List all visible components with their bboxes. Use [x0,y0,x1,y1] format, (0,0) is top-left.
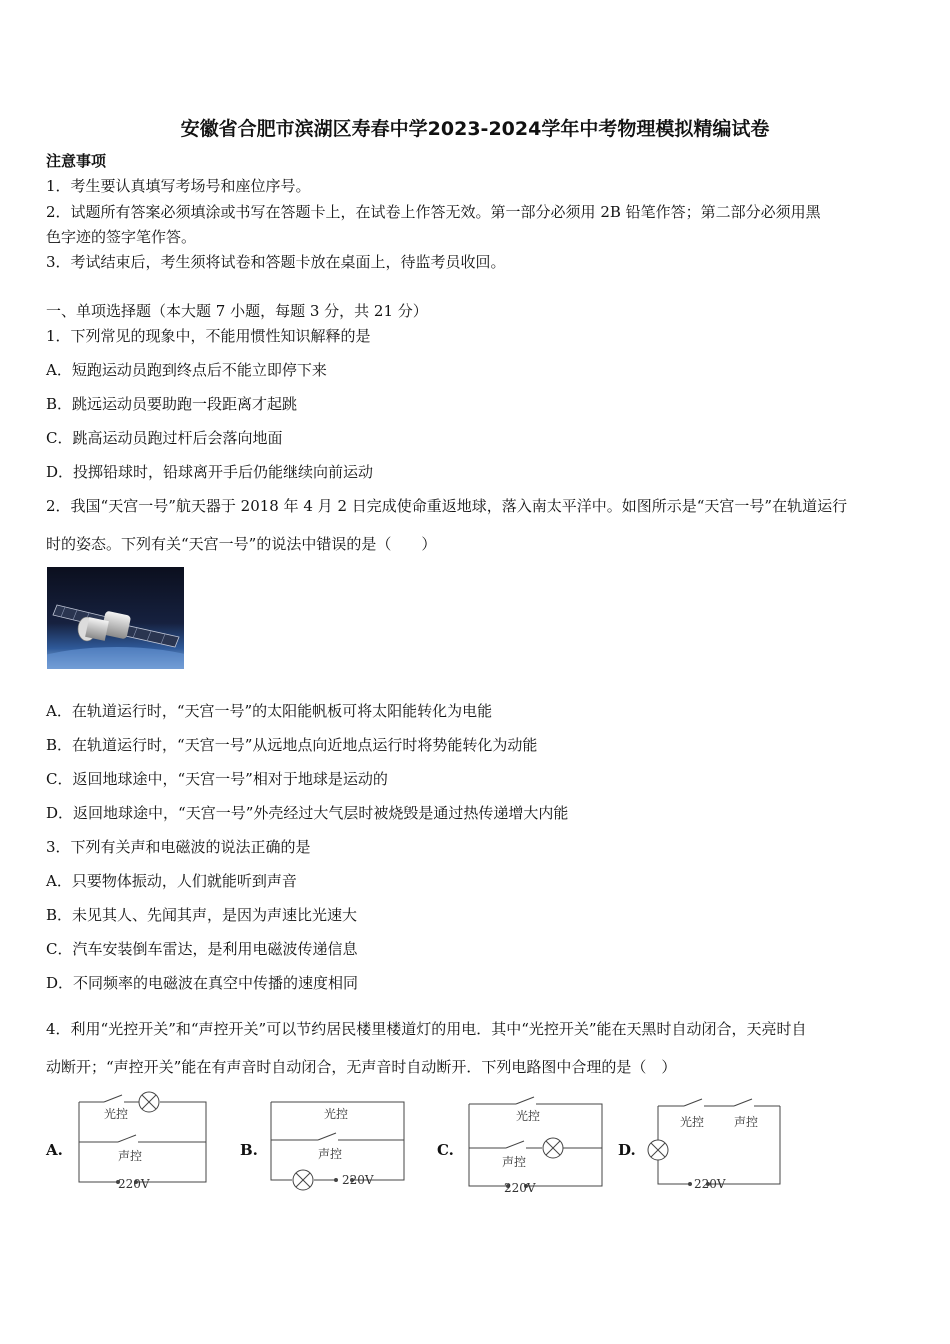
notice-item: 3．考试结束后，考生须将试卷和答题卡放在桌面上，待监考员收回。 [46,253,506,271]
question-stem: 3．下列有关声和电磁波的说法正确的是 [46,838,311,856]
option-text: A．在轨道运行时，“天宫一号”的太阳能帆板可将太阳能转化为电能 [46,702,493,720]
circuit-diagram-a [76,1090,211,1194]
sound-switch-label: 声控 [118,1149,143,1163]
option-text: C．跳高运动员跑过杆后会落向地面 [46,429,283,447]
option-text: D．不同频率的电磁波在真空中传播的速度相同 [46,974,359,992]
light-switch-label: 光控 [516,1109,541,1123]
sound-switch-label: 声控 [318,1147,343,1161]
option-text: C．返回地球途中，“天宫一号”相对于地球是运动的 [46,770,388,788]
notice-item: 1．考生要认真填写考场号和座位序号。 [46,177,311,195]
option-label: C. [437,1141,454,1159]
question-stem: 动断开；“声控开关”能在有声音时自动闭合，无声音时自动断开．下列电路图中合理的是（ ） [46,1058,677,1076]
question-stem: 4．利用“光控开关”和“声控开关”可以节约居民楼里楼道灯的用电．其中“光控开关”能在天黑时自动闭合，天亮时自 [46,1020,807,1038]
option-label: B. [240,1141,258,1159]
option-text: C．汽车安装倒车雷达，是利用电磁波传递信息 [46,940,358,958]
option-text: D．投掷铅球时，铅球离开手后仍能继续向前运动 [46,463,374,481]
option-text: A．短跑运动员跑到终点后不能立即停下来 [46,361,327,379]
voltage-label: 220V [118,1177,150,1191]
option-text: B．跳远运动员要助跑一段距离才起跳 [46,395,298,413]
voltage-label: 220V [342,1173,374,1187]
sound-switch-label: 声控 [734,1115,759,1129]
light-switch-label: 光控 [324,1107,349,1121]
light-switch-label: 光控 [104,1107,129,1121]
option-label: A. [46,1141,63,1159]
option-label: D. [618,1141,636,1159]
option-text: B．在轨道运行时，“天宫一号”从远地点向近地点运行时将势能转化为动能 [46,736,538,754]
circuit-diagram-d [650,1096,785,1200]
option-text: D．返回地球途中，“天宫一号”外壳经过大气层时被烧毁是通过热传递增大内能 [46,804,569,822]
option-text: A．只要物体振动，人们就能听到声音 [46,872,297,890]
circuit-diagram-c [466,1094,606,1198]
tiangong-satellite-image [47,567,184,669]
circuit-diagram-b [268,1092,408,1196]
question-stem: 时的姿态。下列有关“天宫一号”的说法中错误的是（ ） [46,535,437,553]
option-text: B．未见其人、先闻其声，是因为声速比光速大 [46,906,358,924]
section-heading: 一、单项选择题（本大题 7 小题，每题 3 分，共 21 分） [46,302,428,320]
question-stem: 2．我国“天宫一号”航天器于 2018 年 4 月 2 日完成使命重返地球，落入南太平洋中。如图所示是“天宫一号”在轨道运行 [46,497,848,515]
question-stem: 1．下列常见的现象中，不能用惯性知识解释的是 [46,327,371,345]
notice-heading: 注意事项 [46,152,107,170]
voltage-label: 220V [504,1181,536,1195]
voltage-label: 220V [694,1177,726,1191]
sound-switch-label: 声控 [502,1155,527,1169]
page-title: 安徽省合肥市滨湖区寿春中学2023-2024学年中考物理模拟精编试卷 [180,118,770,140]
notice-item: 色字迹的签字笔作答。 [46,228,197,246]
light-switch-label: 光控 [680,1115,705,1129]
notice-item: 2．试题所有答案必须填涂或书写在答题卡上，在试卷上作答无效。第一部分必须用 2B 铅笔作答；第二部分必须用黑 [46,203,821,221]
